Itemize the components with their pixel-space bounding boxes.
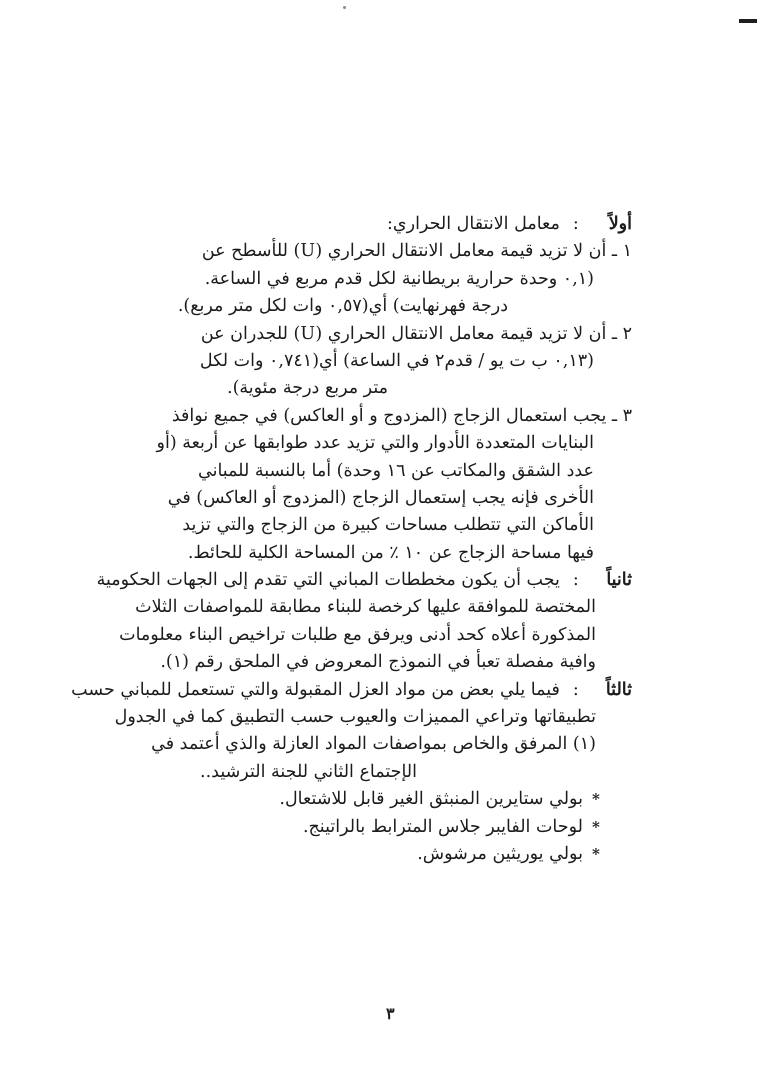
item-2-line-3: متر مربع درجة مئوية).: [227, 378, 388, 399]
material-bullet-2-text: لوحات الفايبر جلاس المترابط بالراتينج.: [302, 816, 583, 837]
section-thirdly-line-4: الإجتماع الثاني للجنة الترشيد..: [200, 761, 417, 782]
item-2-line-2: (٠,١٣ ب ت يو / قدم٢ في الساعة) أي(٠,٧٤١ وات لكل: [199, 350, 594, 371]
asterisk-bullet-icon: *: [591, 817, 600, 836]
scan-speck: [343, 6, 346, 9]
item-2-line-1: ٢ ـ أن لا تزيد قيمة معامل الانتقال الحراري (U) للجدران عن: [200, 323, 632, 344]
item-3-line-1: ٣ ـ يجب استعمال الزجاج (المزدوج و أو العاكس) في جميع نوافذ: [171, 405, 632, 426]
asterisk-bullet-icon: *: [591, 790, 600, 809]
material-bullet-3-text: بولي يوريثين مرشوش.: [417, 843, 583, 864]
section-thirdly-line-1: فيما يلي بعض من مواد العزل المقبولة والتي تستعمل للمباني حسب: [71, 679, 560, 700]
section-thirdly-label: ثالثاً: [605, 679, 632, 700]
section-secondly-line-1: يجب أن يكون مخططات المباني التي تقدم إلى الجهات الحكومية: [96, 570, 560, 591]
section-thirdly-colon: :: [572, 679, 579, 700]
item-3-line-5: الأماكن التي تتطلب مساحات كبيرة من الزجاج والتي تزيد: [182, 515, 594, 536]
section-secondly-colon: :: [572, 570, 579, 591]
material-bullet-1: [120, 786, 632, 813]
material-bullet-2: [120, 814, 632, 841]
section-firstly-label: أولاً: [608, 214, 632, 234]
section-secondly-line-2: المختصة للموافقة عليها كرخصة للبناء مطابقة للمواصفات الثلاث: [135, 597, 596, 618]
asterisk-bullet-icon: *: [591, 844, 600, 863]
item-1-line-3: درجة فهرنهايت) أي(٠,٥٧ وات لكل متر مربع).: [177, 296, 508, 317]
material-bullet-1-text: بولي ستايرين المنبثق الغير قابل للاشتعال.: [279, 789, 583, 810]
scan-corner-mark: [739, 19, 757, 23]
item-3-line-6: فيها مساحة الزجاج عن ١٠ ٪ من المساحة الكلية للحائط.: [187, 542, 594, 563]
section-firstly-heading: [120, 211, 632, 238]
item-3-line-2: البنايات المتعددة الأدوار والتي تزيد عدد طوابقها عن أربعة (أو: [156, 433, 594, 454]
section-thirdly-line-3: (١) المرفق والخاص بمواصفات المواد العازلة والذي أعتمد في: [151, 734, 596, 755]
item-3-line-3: عدد الشقق والمكاتب عن ١٦ وحدة) أما بالنسبة للمباني: [198, 460, 594, 481]
section-firstly-title: معامل الانتقال الحراري:: [387, 214, 560, 234]
section-thirdly-line-2: تطبيقاتها وتراعي المميزات والعيوب حسب التطبيق كما في الجدول: [114, 707, 596, 728]
material-bullet-3: [120, 841, 632, 868]
section-secondly-line-3: المذكورة أعلاه كحد أدنى ويرفق مع طلبات تراخيص البناء معلومات: [119, 624, 596, 645]
page-body: [71, 211, 632, 868]
section-secondly-heading: [96, 567, 632, 594]
page-number: ٣: [386, 1004, 395, 1023]
section-secondly-line-4: وافية مفصلة تعبأ في النموذج المعروض في الملحق رقم (١).: [160, 652, 596, 673]
item-1-line-2: (٠,١ وحدة حرارية بريطانية لكل قدم مربع في الساعة.: [204, 268, 594, 289]
section-thirdly-heading: [71, 677, 632, 704]
item-3-line-4: الأخرى فإنه يجب إستعمال الزجاج (المزدوج أو العاكس) في: [167, 487, 594, 508]
section-secondly-label: ثانياً: [606, 570, 632, 591]
section-firstly-colon: :: [572, 214, 579, 234]
item-1-line-1: ١ ـ أن لا تزيد قيمة معامل الانتقال الحراري (U) للأسطح عن: [201, 241, 632, 262]
